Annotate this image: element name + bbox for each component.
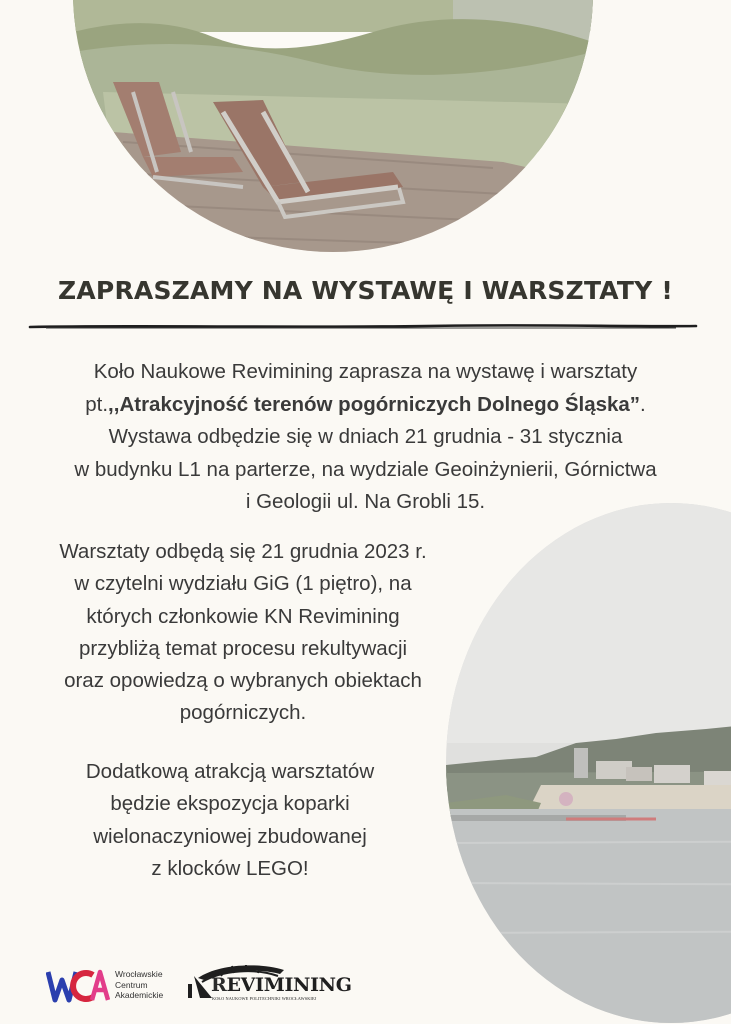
- revimining-logo: [188, 962, 352, 1006]
- deck-chairs-photo: [73, 0, 593, 252]
- wca-line-2: Centrum: [115, 979, 148, 990]
- intro-line-2: [0, 389, 731, 422]
- workshop-line: których członkowie KN Revimining: [86, 604, 400, 628]
- intro-suffix: .: [640, 392, 646, 416]
- exhibition-title: ,,Atrakcyjność terenów pogórniczych Dolnego Śląska”: [108, 392, 641, 416]
- workshop-line: przybliżą temat procesu rekultywacji: [78, 636, 408, 660]
- intro-line-4: w budynku L1 na parterze, na wydziale Geoinżynierii, Górnictwa: [74, 457, 657, 481]
- deck-chairs-illustration: [73, 0, 593, 252]
- extra-attraction-paragraph: [25, 756, 435, 885]
- workshop-line: pogórniczych.: [179, 701, 307, 725]
- intro-line-5: i Geologii ul. Na Grobli 15.: [245, 490, 486, 513]
- page-title: ZAPRASZAMY NA WYSTAWĘ I WARSZTATY !: [58, 276, 673, 305]
- intro-line-3: Wystawa odbędzie się w dniach 21 grudnia - 31 stycznia: [108, 425, 623, 448]
- extra-line: wielonaczyniowej zbudowanej: [93, 824, 367, 848]
- wca-letters-icon: [46, 966, 110, 1006]
- intro-prefix: pt.: [85, 392, 109, 416]
- revimining-wordmark: REVIMINING: [211, 974, 352, 996]
- intro-line-1: Koło Naukowe Revimining zaprasza na wystawę i warsztaty: [93, 360, 638, 383]
- workshop-line: oraz opowiedzą o wybranych obiektach: [64, 669, 422, 693]
- wca-line-3: Akademickie: [115, 990, 164, 1000]
- extra-line: będzie ekspozycja koparki: [110, 792, 350, 816]
- brush-divider: [26, 318, 700, 336]
- wca-logo: [46, 966, 176, 1006]
- lake-illustration: [446, 503, 731, 1023]
- wca-name: [115, 969, 163, 1001]
- lake-shore-photo: [446, 503, 731, 1023]
- intro-paragraph: [0, 356, 731, 519]
- extra-line: Dodatkową atrakcją warsztatów: [85, 760, 375, 783]
- workshop-line: Warsztaty odbędą się 21 grudnia 2023 r.: [59, 540, 427, 563]
- workshop-line: w czytelni wydziału GiG (1 piętro), na: [74, 572, 412, 596]
- workshop-paragraph: [8, 536, 478, 730]
- wca-line-1: Wrocławskie: [115, 969, 163, 979]
- revimining-subtitle: KOŁO NAUKOWE POLITECHNIKI WROCŁAWSKIEJ: [212, 996, 317, 1001]
- extra-line: z klocków LEGO!: [151, 856, 309, 880]
